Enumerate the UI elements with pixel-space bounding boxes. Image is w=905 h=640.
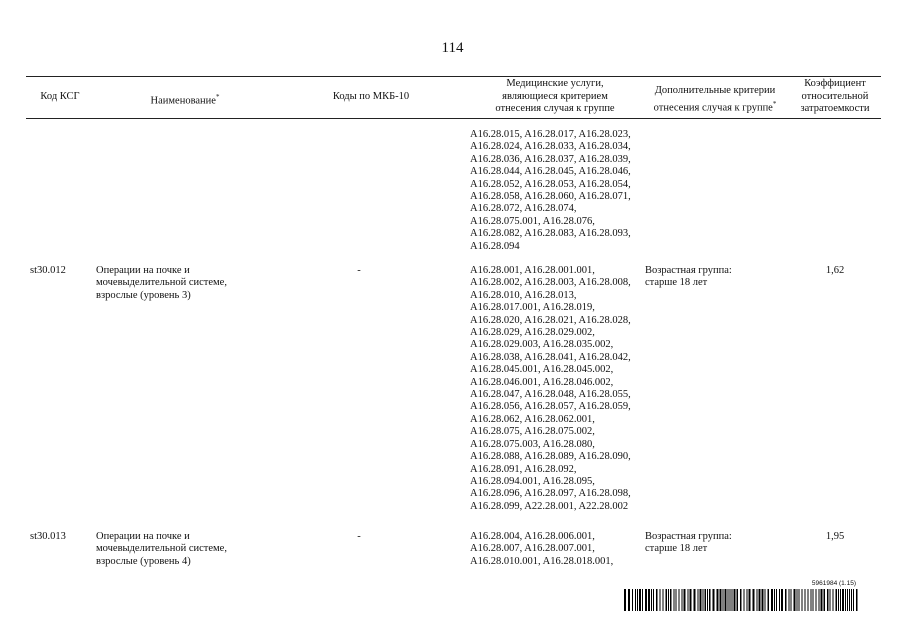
header-code: Код КСГ <box>40 91 80 102</box>
barcode-bar <box>648 589 650 611</box>
barcode-bar <box>674 589 675 611</box>
barcode-bar <box>694 589 696 611</box>
barcode-bar <box>732 589 733 611</box>
barcode-bar <box>830 589 831 611</box>
barcode-bar <box>845 589 846 611</box>
service-line: A16.28.020, A16.28.021, A16.28.028, <box>470 314 631 326</box>
barcode-bar <box>808 589 809 611</box>
service-line: A16.28.088, A16.28.089, A16.28.090, <box>470 451 631 463</box>
barcode-bar <box>628 589 630 611</box>
row-code: st30.012 <box>30 265 66 276</box>
service-line: A16.28.017.001, A16.28.019, <box>470 302 595 314</box>
service-line: A16.28.094.001, A16.28.095, <box>470 475 595 487</box>
barcode-label: 5961984 (1.15) <box>811 580 856 587</box>
barcode-bar <box>840 589 841 611</box>
barcode-bar <box>833 589 834 611</box>
service-line: A16.28.010, A16.28.013, <box>470 289 577 301</box>
service-line: A16.28.029, A16.28.029.002, <box>470 327 595 339</box>
barcode-bar <box>799 589 800 611</box>
barcode-bar <box>670 589 672 611</box>
service-line: A16.28.099, A22.28.001, A22.28.002 <box>470 500 629 512</box>
service-line: A16.28.004, A16.28.006.001, <box>470 531 595 542</box>
barcode-bar <box>774 589 775 611</box>
barcode-bar <box>637 589 638 611</box>
service-line: A16.28.072, A16.28.074, <box>470 203 577 215</box>
row-mkb: - <box>357 265 361 276</box>
barcode <box>624 580 860 612</box>
service-line: A16.28.091, A16.28.092, <box>470 463 577 475</box>
barcode-bar <box>842 589 844 611</box>
service-line: A16.28.075, A16.28.075.002, <box>470 426 595 438</box>
barcode-bar <box>690 589 692 611</box>
barcode-bar <box>802 589 803 611</box>
barcode-bar <box>737 589 739 611</box>
barcode-bar <box>632 589 633 611</box>
header-name <box>96 91 274 108</box>
row-mkb: - <box>357 531 361 542</box>
header-criteria <box>644 85 786 115</box>
barcode-bar <box>753 589 755 611</box>
continuation-services <box>470 129 648 253</box>
row-name-line: Операции на почке и <box>96 265 190 276</box>
barcode-bar <box>635 589 636 611</box>
barcode-bar <box>797 589 798 611</box>
service-line: A16.28.094 <box>470 240 520 252</box>
page-number: 114 <box>441 40 464 56</box>
header-criteria-line <box>644 98 786 115</box>
service-line: A16.28.001, A16.28.001.001, <box>470 265 595 276</box>
barcode-bar <box>762 589 764 611</box>
service-line: A16.28.052, A16.28.053, A16.28.054, <box>470 178 631 190</box>
barcode-bar <box>813 589 814 611</box>
barcode-bar <box>794 589 796 611</box>
barcode-bar <box>682 589 683 611</box>
barcode-bar <box>759 589 761 611</box>
barcode-bar <box>768 589 770 611</box>
barcode-bar <box>705 589 707 611</box>
service-line: A16.28.075.003, A16.28.080, <box>470 438 595 450</box>
service-line: A16.28.058, A16.28.060, A16.28.071, <box>470 191 631 203</box>
row-coef: 1,95 <box>825 531 845 542</box>
barcode-bar <box>785 589 787 611</box>
barcode-bar <box>639 589 641 611</box>
barcode-bar <box>717 589 719 611</box>
header-mkb: Коды по МКБ-10 <box>332 91 410 102</box>
barcode-bars <box>624 589 860 611</box>
service-line: A16.28.056, A16.28.057, A16.28.059, <box>470 401 631 413</box>
row-criteria-line: старше 18 лет <box>645 543 708 555</box>
barcode-bar <box>765 589 766 611</box>
row-name <box>96 265 271 302</box>
barcode-bar <box>749 589 751 611</box>
barcode-bar <box>668 589 669 611</box>
barcode-bar <box>740 589 742 611</box>
row-name-line: взрослые (уровень 4) <box>96 555 191 567</box>
barcode-bar <box>713 589 715 611</box>
row-name-line: мочевыделительной системе, <box>96 277 227 289</box>
service-line: A16.28.036, A16.28.037, A16.28.039, <box>470 153 631 165</box>
barcode-bar <box>709 589 711 611</box>
barcode-bar <box>789 589 790 611</box>
service-line: A16.28.062, A16.28.062.001, <box>470 413 595 425</box>
barcode-bar <box>851 589 852 611</box>
barcode-bar <box>651 589 652 611</box>
row-code: st30.013 <box>30 531 66 542</box>
barcode-bar <box>666 589 668 611</box>
barcode-bar <box>791 589 792 611</box>
header-top-rule <box>26 76 881 77</box>
row-criteria <box>645 265 785 290</box>
row-coef: 1,62 <box>825 265 845 276</box>
barcode-bar <box>679 589 680 611</box>
barcode-bar <box>781 589 783 611</box>
service-line: A16.28.047, A16.28.048, A16.28.055, <box>470 389 631 401</box>
barcode-bar <box>827 589 829 611</box>
barcode-bar <box>642 589 643 611</box>
service-line: A16.28.082, A16.28.083, A16.28.093, <box>470 228 631 240</box>
service-line: A16.28.075.001, A16.28.076, <box>470 215 595 227</box>
header-name-mark: * <box>215 93 220 101</box>
barcode-bar <box>698 589 699 611</box>
barcode-bar <box>734 589 736 611</box>
barcode-bar <box>730 589 731 611</box>
barcode-bar <box>723 589 724 611</box>
row-name-line: мочевыделительной системе, <box>96 543 227 555</box>
barcode-bar <box>656 589 658 611</box>
row-criteria-line: Возрастная группа: <box>645 531 732 542</box>
barcode-bar <box>707 589 708 611</box>
barcode-bar <box>847 589 848 611</box>
row-services <box>470 265 648 513</box>
service-line: A16.28.002, A16.28.003, A16.28.008, <box>470 277 631 289</box>
barcode-bar <box>856 589 858 611</box>
row-name-line: Операции на почке и <box>96 531 190 542</box>
barcode-bar <box>853 589 854 611</box>
barcode-bar <box>744 589 745 611</box>
header-services-line: Медицинские услуги, <box>506 78 604 89</box>
barcode-bar <box>645 589 647 611</box>
barcode-bar <box>836 589 838 611</box>
barcode-bar <box>849 589 850 611</box>
barcode-bar <box>703 589 704 611</box>
row-criteria-line: Возрастная группа: <box>645 265 732 276</box>
service-line: A16.28.096, A16.28.097, A16.28.098, <box>470 488 631 500</box>
barcode-bar <box>684 589 686 611</box>
barcode-bar <box>653 589 654 611</box>
row-name <box>96 531 271 568</box>
service-line: A16.28.024, A16.28.033, A16.28.034, <box>470 141 631 153</box>
barcode-bar <box>757 589 758 611</box>
service-line: A16.28.045.001, A16.28.045.002, <box>470 364 614 376</box>
barcode-bar <box>805 589 806 611</box>
barcode-bar <box>779 589 780 611</box>
header-criteria-line: Дополнительные критерии <box>654 85 776 96</box>
row-criteria-line: старше 18 лет <box>645 277 708 289</box>
header-services-line: отнесения случая к группе <box>495 103 615 114</box>
service-line: A16.28.046.001, A16.28.046.002, <box>470 376 614 388</box>
barcode-bar <box>700 589 702 611</box>
service-line: A16.28.044, A16.28.045, A16.28.046, <box>470 166 631 178</box>
header-bottom-rule <box>26 118 881 119</box>
barcode-bar <box>663 589 664 611</box>
barcode-bar <box>838 589 839 611</box>
service-line: A16.28.010.001, A16.28.018.001, <box>470 555 614 567</box>
barcode-bar <box>720 589 722 611</box>
barcode-bar <box>771 589 773 611</box>
header-coef <box>788 78 882 116</box>
barcode-bar <box>821 589 823 611</box>
service-line: A16.28.015, A16.28.017, A16.28.023, <box>470 129 631 140</box>
header-criteria-text: отнесения случая к группе <box>653 102 773 113</box>
barcode-bar <box>819 589 820 611</box>
barcode-bar <box>816 589 817 611</box>
header-name-text: Наименование <box>150 95 216 107</box>
barcode-bar <box>660 589 661 611</box>
barcode-bar <box>747 589 748 611</box>
row-services <box>470 531 648 568</box>
barcode-bar <box>811 589 812 611</box>
barcode-bar <box>776 589 777 611</box>
header-services <box>466 78 644 116</box>
barcode-bar <box>824 589 826 611</box>
header-services-line: являющиеся критерием <box>502 90 608 102</box>
header-coef-line: относительной <box>801 90 869 102</box>
barcode-bar <box>725 589 727 611</box>
header-coef-line: затратоемкости <box>800 103 870 114</box>
row-criteria <box>645 531 785 556</box>
barcode-bar <box>676 589 677 611</box>
service-line: A16.28.007, A16.28.007.001, <box>470 543 595 555</box>
barcode-bar <box>728 589 729 611</box>
row-name-line: взрослые (уровень 3) <box>96 289 191 301</box>
service-line: A16.28.038, A16.28.041, A16.28.042, <box>470 351 631 363</box>
service-line: A16.28.029.003, A16.28.035.002, <box>470 339 614 351</box>
barcode-bar <box>624 589 626 611</box>
barcode-bar <box>688 589 689 611</box>
header-criteria-mark: * <box>772 99 777 108</box>
header-coef-line: Коэффициент <box>804 78 866 89</box>
